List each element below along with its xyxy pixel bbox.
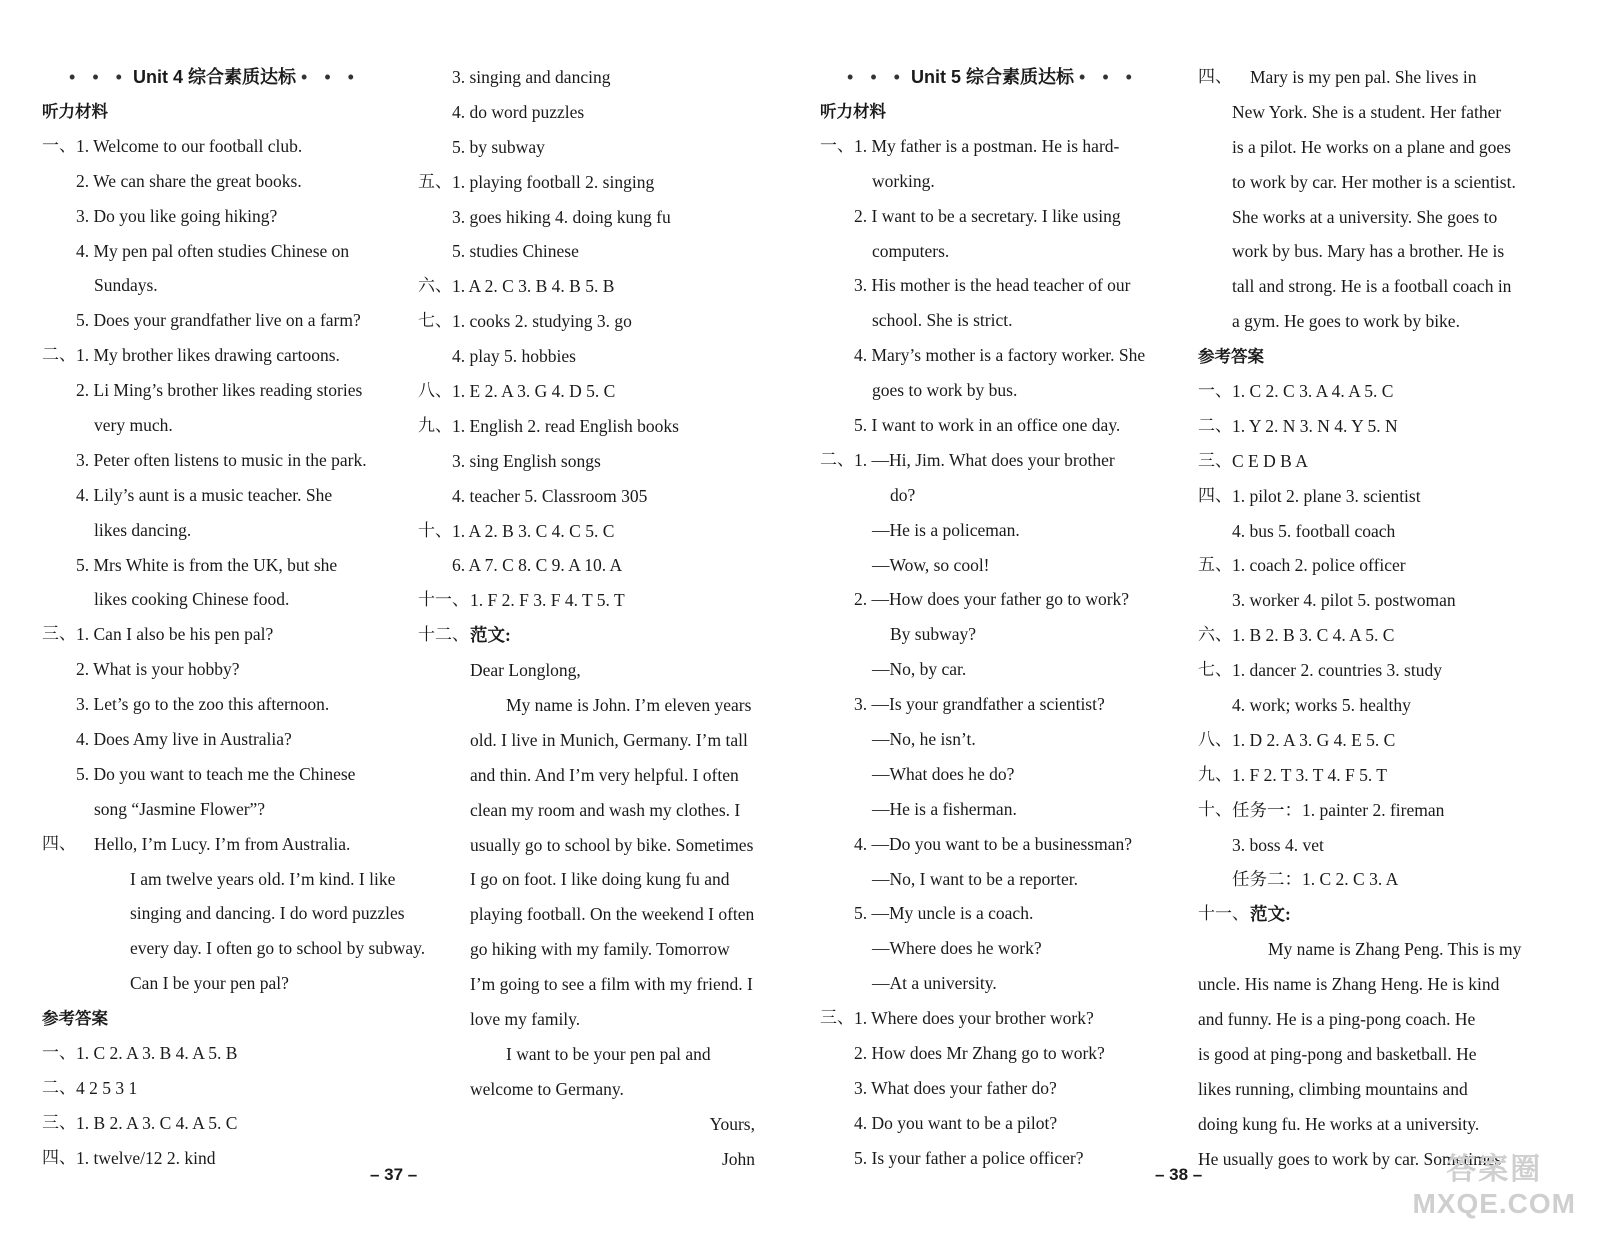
section-marker: 十二、 <box>418 625 469 645</box>
text-line <box>42 1106 387 1141</box>
text-line <box>418 583 763 618</box>
section-marker: 二、 <box>1198 415 1232 435</box>
text-line <box>418 1037 763 1072</box>
line-text: 1. My father is a postman. He is hard- <box>854 135 1120 156</box>
text-line <box>1198 60 1543 95</box>
line-text: every day. I often go to school by subway. <box>130 938 426 959</box>
line-text: 5. Does your grandfather live on a farm? <box>76 310 361 331</box>
line-text: I’m going to see a film with my friend. I <box>470 974 753 995</box>
line-text: Mary is my pen pal. She lives in <box>1250 67 1477 87</box>
line-text: 3. Do you like going hiking? <box>76 205 278 226</box>
text-line <box>1198 932 1543 967</box>
section-label <box>820 94 1165 129</box>
line-text: 2. We can share the great books. <box>76 170 302 191</box>
text-line <box>820 1106 1165 1141</box>
section-label-text: 参考答案 <box>1198 348 1264 367</box>
line-text: 2. I want to be a secretary. I like using <box>854 205 1121 226</box>
line-text: 6. A 7. C 8. C 9. A 10. A <box>452 555 623 576</box>
watermark-top-text: 答案圈 <box>1446 1153 1543 1186</box>
text-line <box>418 618 763 653</box>
line-text: go hiking with my family. Tomorrow <box>470 939 730 960</box>
line-text: 2. What is your hobby? <box>76 659 240 680</box>
text-line <box>42 792 387 827</box>
text-line <box>42 268 387 303</box>
line-text: to work by car. Her mother is a scientist. <box>1232 171 1516 192</box>
line-text: likes running, climbing mountains and <box>1198 1078 1468 1099</box>
text-line <box>418 444 763 479</box>
line-text: 3. boss 4. vet <box>1232 834 1324 855</box>
line-text: 1. C 2. A 3. B 4. A 5. B <box>76 1043 238 1064</box>
line-text: 4. do word puzzles <box>452 101 585 122</box>
section-label-text: 听力材料 <box>820 103 886 121</box>
section-marker: 四、 <box>42 833 76 853</box>
text-line <box>418 374 763 409</box>
line-text: —No, by car. <box>872 659 967 680</box>
line-text: 4. Mary’s mother is a factory worker. She <box>854 345 1146 366</box>
text-line <box>820 548 1165 583</box>
text-line <box>418 862 763 897</box>
text-line <box>42 931 426 966</box>
text-line <box>820 827 1165 862</box>
line-text: Yours, <box>709 1113 755 1134</box>
line-text: a gym. He goes to work by bike. <box>1232 311 1460 332</box>
line-text: welcome to Germany. <box>470 1078 624 1099</box>
line-text: 5. Mrs White is from the UK, but she <box>76 554 338 575</box>
text-line <box>1198 897 1543 932</box>
unit-4-heading: • • • Unit 4 综合素质达标 • • • <box>69 67 360 87</box>
text-line <box>820 862 1165 897</box>
line-text: John <box>721 1148 755 1169</box>
section-label-text: 听力材料 <box>42 103 108 121</box>
section-label <box>1198 339 1543 374</box>
line-text: —Where does he work? <box>872 938 1042 959</box>
line-text: 5. studies Chinese <box>452 241 579 262</box>
line-text: 4. My pen pal often studies Chinese on <box>76 240 350 261</box>
text-line <box>418 967 763 1002</box>
page-38-left-column <box>820 60 1165 1176</box>
text-line <box>820 1001 1165 1036</box>
line-text: 1. English 2. read English books <box>452 415 679 436</box>
section-marker: 六、 <box>1198 625 1232 645</box>
section-marker: 一、 <box>820 135 854 155</box>
line-text: goes to work by bus. <box>872 380 1018 401</box>
text-line <box>418 234 763 269</box>
unit-5-heading: • • • Unit 5 综合素质达标 • • • <box>847 67 1138 87</box>
text-line <box>820 129 1165 164</box>
text-line <box>42 722 387 757</box>
section-marker: 八、 <box>1198 729 1232 749</box>
unit-4-title: Unit 4 综合素质达标 <box>132 67 296 87</box>
line-text: 2. How does Mr Zhang go to work? <box>854 1043 1105 1064</box>
unit-5-title: Unit 5 综合素质达标 <box>910 67 1074 87</box>
text-line <box>418 1072 763 1107</box>
text-line <box>820 443 1165 478</box>
line-text: 1. E 2. A 3. G 4. D 5. C <box>452 381 616 402</box>
text-line <box>418 269 763 304</box>
text-line <box>820 164 1165 199</box>
section-marker: 八、 <box>418 381 452 401</box>
text-line <box>418 1142 763 1177</box>
text-line <box>418 1002 763 1037</box>
text-line <box>820 617 1165 652</box>
text-line <box>820 234 1165 269</box>
text-line <box>1198 444 1543 479</box>
text-line <box>1198 618 1543 653</box>
line-text: Hello, I’m Lucy. I’m from Australia. <box>94 833 351 854</box>
section-marker: 四、 <box>42 1147 76 1167</box>
text-line <box>42 303 387 338</box>
section-marker: 十、 <box>1198 799 1232 819</box>
line-text: —He is a fisherman. <box>872 798 1017 819</box>
line-text: 3. sing English songs <box>452 450 601 471</box>
text-line <box>820 687 1165 722</box>
line-text: 3. What does your father do? <box>854 1077 1057 1098</box>
text-line <box>1198 409 1543 444</box>
section-marker: 九、 <box>418 415 452 435</box>
line-text: I am twelve years old. I’m kind. I like <box>130 868 396 889</box>
line-text: —At a university. <box>872 973 997 994</box>
text-line <box>1198 758 1543 793</box>
text-line <box>820 652 1165 687</box>
section-marker: 四、 <box>1198 67 1232 86</box>
line-text: 1. playing football 2. singing <box>452 171 655 192</box>
line-text: Dear Longlong, <box>470 660 581 681</box>
text-line <box>1198 479 1543 514</box>
line-text: —No, I want to be a reporter. <box>872 868 1079 889</box>
line-text: 4. Lily’s aunt is a music teacher. She <box>76 484 333 505</box>
line-text: 3. Peter often listens to music in the park. <box>76 449 367 470</box>
text-line <box>820 408 1165 443</box>
line-text: 范文: <box>1250 904 1291 925</box>
page-38-right-column <box>1198 60 1543 1177</box>
text-line <box>820 931 1165 966</box>
line-text: 4. bus 5. football coach <box>1232 520 1396 541</box>
line-text: 2. Li Ming’s brother likes reading stories <box>76 380 363 401</box>
lines-col2 <box>418 60 763 1177</box>
line-text: 4. work; works 5. healthy <box>1232 695 1411 716</box>
line-text: love my family. <box>470 1009 581 1030</box>
line-text: uncle. His name is Zhang Heng. He is kind <box>1198 974 1500 995</box>
text-line <box>418 409 763 444</box>
section-marker: 三、 <box>820 1008 854 1028</box>
section-label <box>42 1001 387 1036</box>
line-text: 3. —Is your grandfather a scientist? <box>854 694 1105 715</box>
text-line <box>418 1107 763 1142</box>
text-line <box>1198 95 1543 130</box>
line-text: 3. His mother is the head teacher of our <box>854 275 1131 296</box>
line-text: She works at a university. She goes to <box>1232 206 1498 227</box>
text-line <box>418 60 763 95</box>
watermark-bottom-text: MXQE.COM <box>1412 1188 1576 1219</box>
line-text: 1. F 2. T 3. T 4. F 5. T <box>1232 764 1387 785</box>
text-line <box>1198 1072 1543 1107</box>
text-line <box>418 200 763 235</box>
line-text: He usually goes to work by car. Sometimes <box>1198 1148 1502 1169</box>
line-text: —He is a policeman. <box>872 519 1020 540</box>
line-text: song “Jasmine Flower”? <box>94 798 266 819</box>
text-line <box>418 653 763 688</box>
line-text: 范文: <box>470 625 511 646</box>
text-line <box>820 1141 1165 1176</box>
text-line <box>820 966 1165 1001</box>
line-text: 5. by subway <box>452 136 545 157</box>
line-text: computers. <box>872 240 950 261</box>
text-line <box>42 408 387 443</box>
text-line <box>42 1071 387 1106</box>
line-text: 1. A 2. B 3. C 4. C 5. C <box>452 520 615 541</box>
text-line <box>42 757 387 792</box>
text-line <box>1198 967 1543 1002</box>
text-line <box>820 268 1165 303</box>
line-text: 1. B 2. A 3. C 4. A 5. C <box>76 1112 238 1133</box>
page-number-38: – 38 – <box>1155 1165 1203 1184</box>
line-text: 1. dancer 2. countries 3. study <box>1232 660 1442 681</box>
section-marker: 十、 <box>418 520 452 540</box>
text-line <box>820 373 1165 408</box>
line-text: 1. C 2. C 3. A 4. A 5. C <box>1232 381 1394 402</box>
line-text: My name is Zhang Peng. This is my <box>1268 939 1522 960</box>
line-text: very much. <box>94 415 173 436</box>
text-line <box>1198 234 1543 269</box>
page-number-37: – 37 – <box>370 1165 418 1184</box>
text-line <box>42 234 387 269</box>
line-text: 1. Y 2. N 3. N 4. Y 5. N <box>1232 415 1398 436</box>
line-text: singing and dancing. I do word puzzles <box>130 903 405 924</box>
text-line <box>1198 862 1543 897</box>
section-label-text: 参考答案 <box>42 1010 108 1029</box>
line-text: 5. —My uncle is a coach. <box>854 903 1034 924</box>
section-marker: 三、 <box>42 1112 76 1132</box>
line-text: clean my room and wash my clothes. I <box>470 799 741 820</box>
line-text: 1. B 2. B 3. C 4. A 5. C <box>1232 625 1395 646</box>
text-line <box>1198 304 1543 339</box>
text-line <box>42 827 387 862</box>
text-line <box>42 443 387 478</box>
text-line <box>42 513 387 548</box>
text-line <box>1198 548 1543 583</box>
line-text: 3. singing and dancing <box>452 67 611 87</box>
line-text: tall and strong. He is a football coach in <box>1232 276 1512 297</box>
line-text: 5. I want to work in an office one day. <box>854 415 1121 436</box>
text-line <box>418 932 763 967</box>
text-line <box>1198 374 1543 409</box>
line-text: old. I live in Munich, Germany. I’m tall <box>470 729 748 750</box>
section-marker: 九、 <box>1198 764 1232 784</box>
text-line <box>418 339 763 374</box>
text-line <box>1198 200 1543 235</box>
text-line <box>820 757 1165 792</box>
section-marker: 五、 <box>1198 555 1232 575</box>
text-line <box>1198 1107 1543 1142</box>
text-line <box>418 688 763 723</box>
text-line <box>820 513 1165 548</box>
text-line <box>418 793 763 828</box>
line-text: 1. Can I also be his pen pal? <box>76 624 274 645</box>
section-marker: 五、 <box>418 171 452 191</box>
text-line <box>820 722 1165 757</box>
section-marker: 一、 <box>1198 381 1232 401</box>
line-text: playing football. On the weekend I often <box>470 904 755 925</box>
section-marker: 三、 <box>1198 450 1232 470</box>
text-line <box>418 304 763 339</box>
line-text: work by bus. Mary has a brother. He is <box>1232 241 1505 262</box>
line-text: 5. Is your father a police officer? <box>854 1147 1084 1168</box>
line-text: 1. A 2. C 3. B 4. B 5. B <box>452 276 615 297</box>
text-line <box>42 652 387 687</box>
text-line <box>42 338 387 373</box>
line-text: By subway? <box>890 624 977 645</box>
text-line <box>1198 130 1543 165</box>
line-text: C E D B A <box>1232 450 1308 471</box>
section-marker: 六、 <box>418 276 452 296</box>
line-text: 4. Does Amy live in Australia? <box>76 729 292 750</box>
text-line <box>42 687 387 722</box>
text-line <box>820 199 1165 234</box>
line-text: 4. play 5. hobbies <box>452 346 576 367</box>
line-text: likes cooking Chinese food. <box>94 589 290 610</box>
text-line <box>1198 165 1543 200</box>
line-text: 1. twelve/12 2. kind <box>76 1147 216 1168</box>
line-text: Can I be your pen pal? <box>130 973 289 994</box>
text-line <box>418 828 763 863</box>
lines-col4 <box>1198 60 1543 1177</box>
line-text: 4. teacher 5. Classroom 305 <box>452 485 648 506</box>
text-line <box>42 199 387 234</box>
line-text: 3. worker 4. pilot 5. postwoman <box>1232 590 1456 611</box>
text-line <box>42 1141 387 1176</box>
line-text: 4. Do you want to be a pilot? <box>854 1112 1058 1133</box>
text-line <box>418 897 763 932</box>
line-text: school. She is strict. <box>872 310 1013 331</box>
text-line <box>418 723 763 758</box>
section-label <box>42 94 387 129</box>
page-37-right-column <box>418 60 763 1177</box>
text-line <box>418 548 763 583</box>
text-line <box>820 792 1165 827</box>
text-line <box>42 373 387 408</box>
line-text: 1. Where does your brother work? <box>854 1008 1094 1029</box>
text-line <box>1198 583 1543 618</box>
watermark-logo <box>1412 1144 1576 1220</box>
section-marker: 二、 <box>42 1077 76 1097</box>
section-marker: 二、 <box>820 449 854 469</box>
text-line <box>820 338 1165 373</box>
line-text: —Wow, so cool! <box>872 554 990 575</box>
line-text: I go on foot. I like doing kung fu and <box>470 869 730 890</box>
line-text: 1. —Hi, Jim. What does your brother <box>854 449 1115 470</box>
line-text: and thin. And I’m very helpful. I often <box>470 764 739 785</box>
text-line <box>820 303 1165 338</box>
text-line <box>42 129 387 164</box>
text-line <box>1198 269 1543 304</box>
text-line <box>42 548 387 583</box>
line-text: 5. Do you want to teach me the Chinese <box>76 763 356 784</box>
line-text: 4. —Do you want to be a businessman? <box>854 833 1133 854</box>
text-line <box>42 164 387 199</box>
line-text: 3. goes hiking 4. doing kung fu <box>452 206 671 227</box>
line-text: 1. F 2. F 3. F 4. T 5. T <box>470 590 625 611</box>
line-text: 任务一：1. painter 2. fireman <box>1232 799 1445 820</box>
line-text: Sundays. <box>94 275 158 296</box>
line-text: 2. —How does your father go to work? <box>854 589 1130 610</box>
line-text: 4 2 5 3 1 <box>76 1077 138 1098</box>
line-text: usually go to school by bike. Sometimes <box>470 834 754 855</box>
line-text: 任务二：1. C 2. C 3. A <box>1232 869 1399 890</box>
text-line <box>42 582 387 617</box>
text-line <box>1198 1002 1543 1037</box>
line-text: 1. Welcome to our football club. <box>76 135 303 156</box>
text-line <box>418 479 763 514</box>
text-line <box>42 617 387 652</box>
section-marker: 七、 <box>1198 660 1232 680</box>
text-line <box>1198 653 1543 688</box>
text-line <box>820 896 1165 931</box>
section-marker: 一、 <box>42 135 76 155</box>
section-marker: 七、 <box>418 311 452 331</box>
text-line <box>820 478 1165 513</box>
section-marker: 二、 <box>42 345 76 365</box>
text-line <box>418 165 763 200</box>
text-line <box>1198 793 1543 828</box>
text-line <box>42 862 396 897</box>
text-line <box>418 130 763 165</box>
line-text: doing kung fu. He works at a university. <box>1198 1113 1480 1134</box>
text-line <box>820 1071 1165 1106</box>
line-text: 1. coach 2. police officer <box>1232 555 1406 576</box>
text-line <box>1198 1037 1543 1072</box>
lines-col3 <box>820 94 1165 1176</box>
section-marker: 十一、 <box>418 590 469 610</box>
text-line <box>418 514 763 549</box>
section-marker: 一、 <box>42 1043 76 1063</box>
line-text: 1. D 2. A 3. G 4. E 5. C <box>1232 729 1396 750</box>
text-line <box>820 582 1165 617</box>
section-marker: 三、 <box>42 624 76 644</box>
text-line <box>418 95 763 130</box>
line-text: 1. cooks 2. studying 3. go <box>452 311 632 332</box>
section-marker: 四、 <box>1198 485 1232 505</box>
text-line <box>42 966 387 1001</box>
line-text: is a pilot. He works on a plane and goes <box>1232 136 1511 157</box>
line-text: 3. Let’s go to the zoo this afternoon. <box>76 694 330 715</box>
line-text: likes dancing. <box>94 519 192 540</box>
text-line <box>820 1036 1165 1071</box>
line-text: My name is John. I’m eleven years <box>506 695 752 716</box>
text-line <box>1198 723 1543 758</box>
line-text: and funny. He is a ping-pong coach. He <box>1198 1009 1476 1030</box>
line-text: New York. She is a student. Her father <box>1232 101 1502 122</box>
text-line <box>418 758 763 793</box>
line-text: working. <box>872 170 935 191</box>
line-text: —What does he do? <box>872 763 1015 784</box>
text-line <box>42 478 387 513</box>
text-line <box>1198 828 1543 863</box>
line-text: —No, he isn’t. <box>872 729 976 750</box>
section-marker: 十一、 <box>1198 904 1249 924</box>
line-text: 1. pilot 2. plane 3. scientist <box>1232 485 1421 506</box>
text-line <box>1198 514 1543 549</box>
text-line <box>1198 688 1543 723</box>
text-line <box>42 1036 387 1071</box>
line-text: I want to be your pen pal and <box>506 1043 711 1064</box>
line-text: 1. My brother likes drawing cartoons. <box>76 345 340 366</box>
line-text: is good at ping-pong and basketball. He <box>1198 1043 1477 1064</box>
text-line <box>42 896 405 931</box>
line-text: do? <box>890 484 916 505</box>
